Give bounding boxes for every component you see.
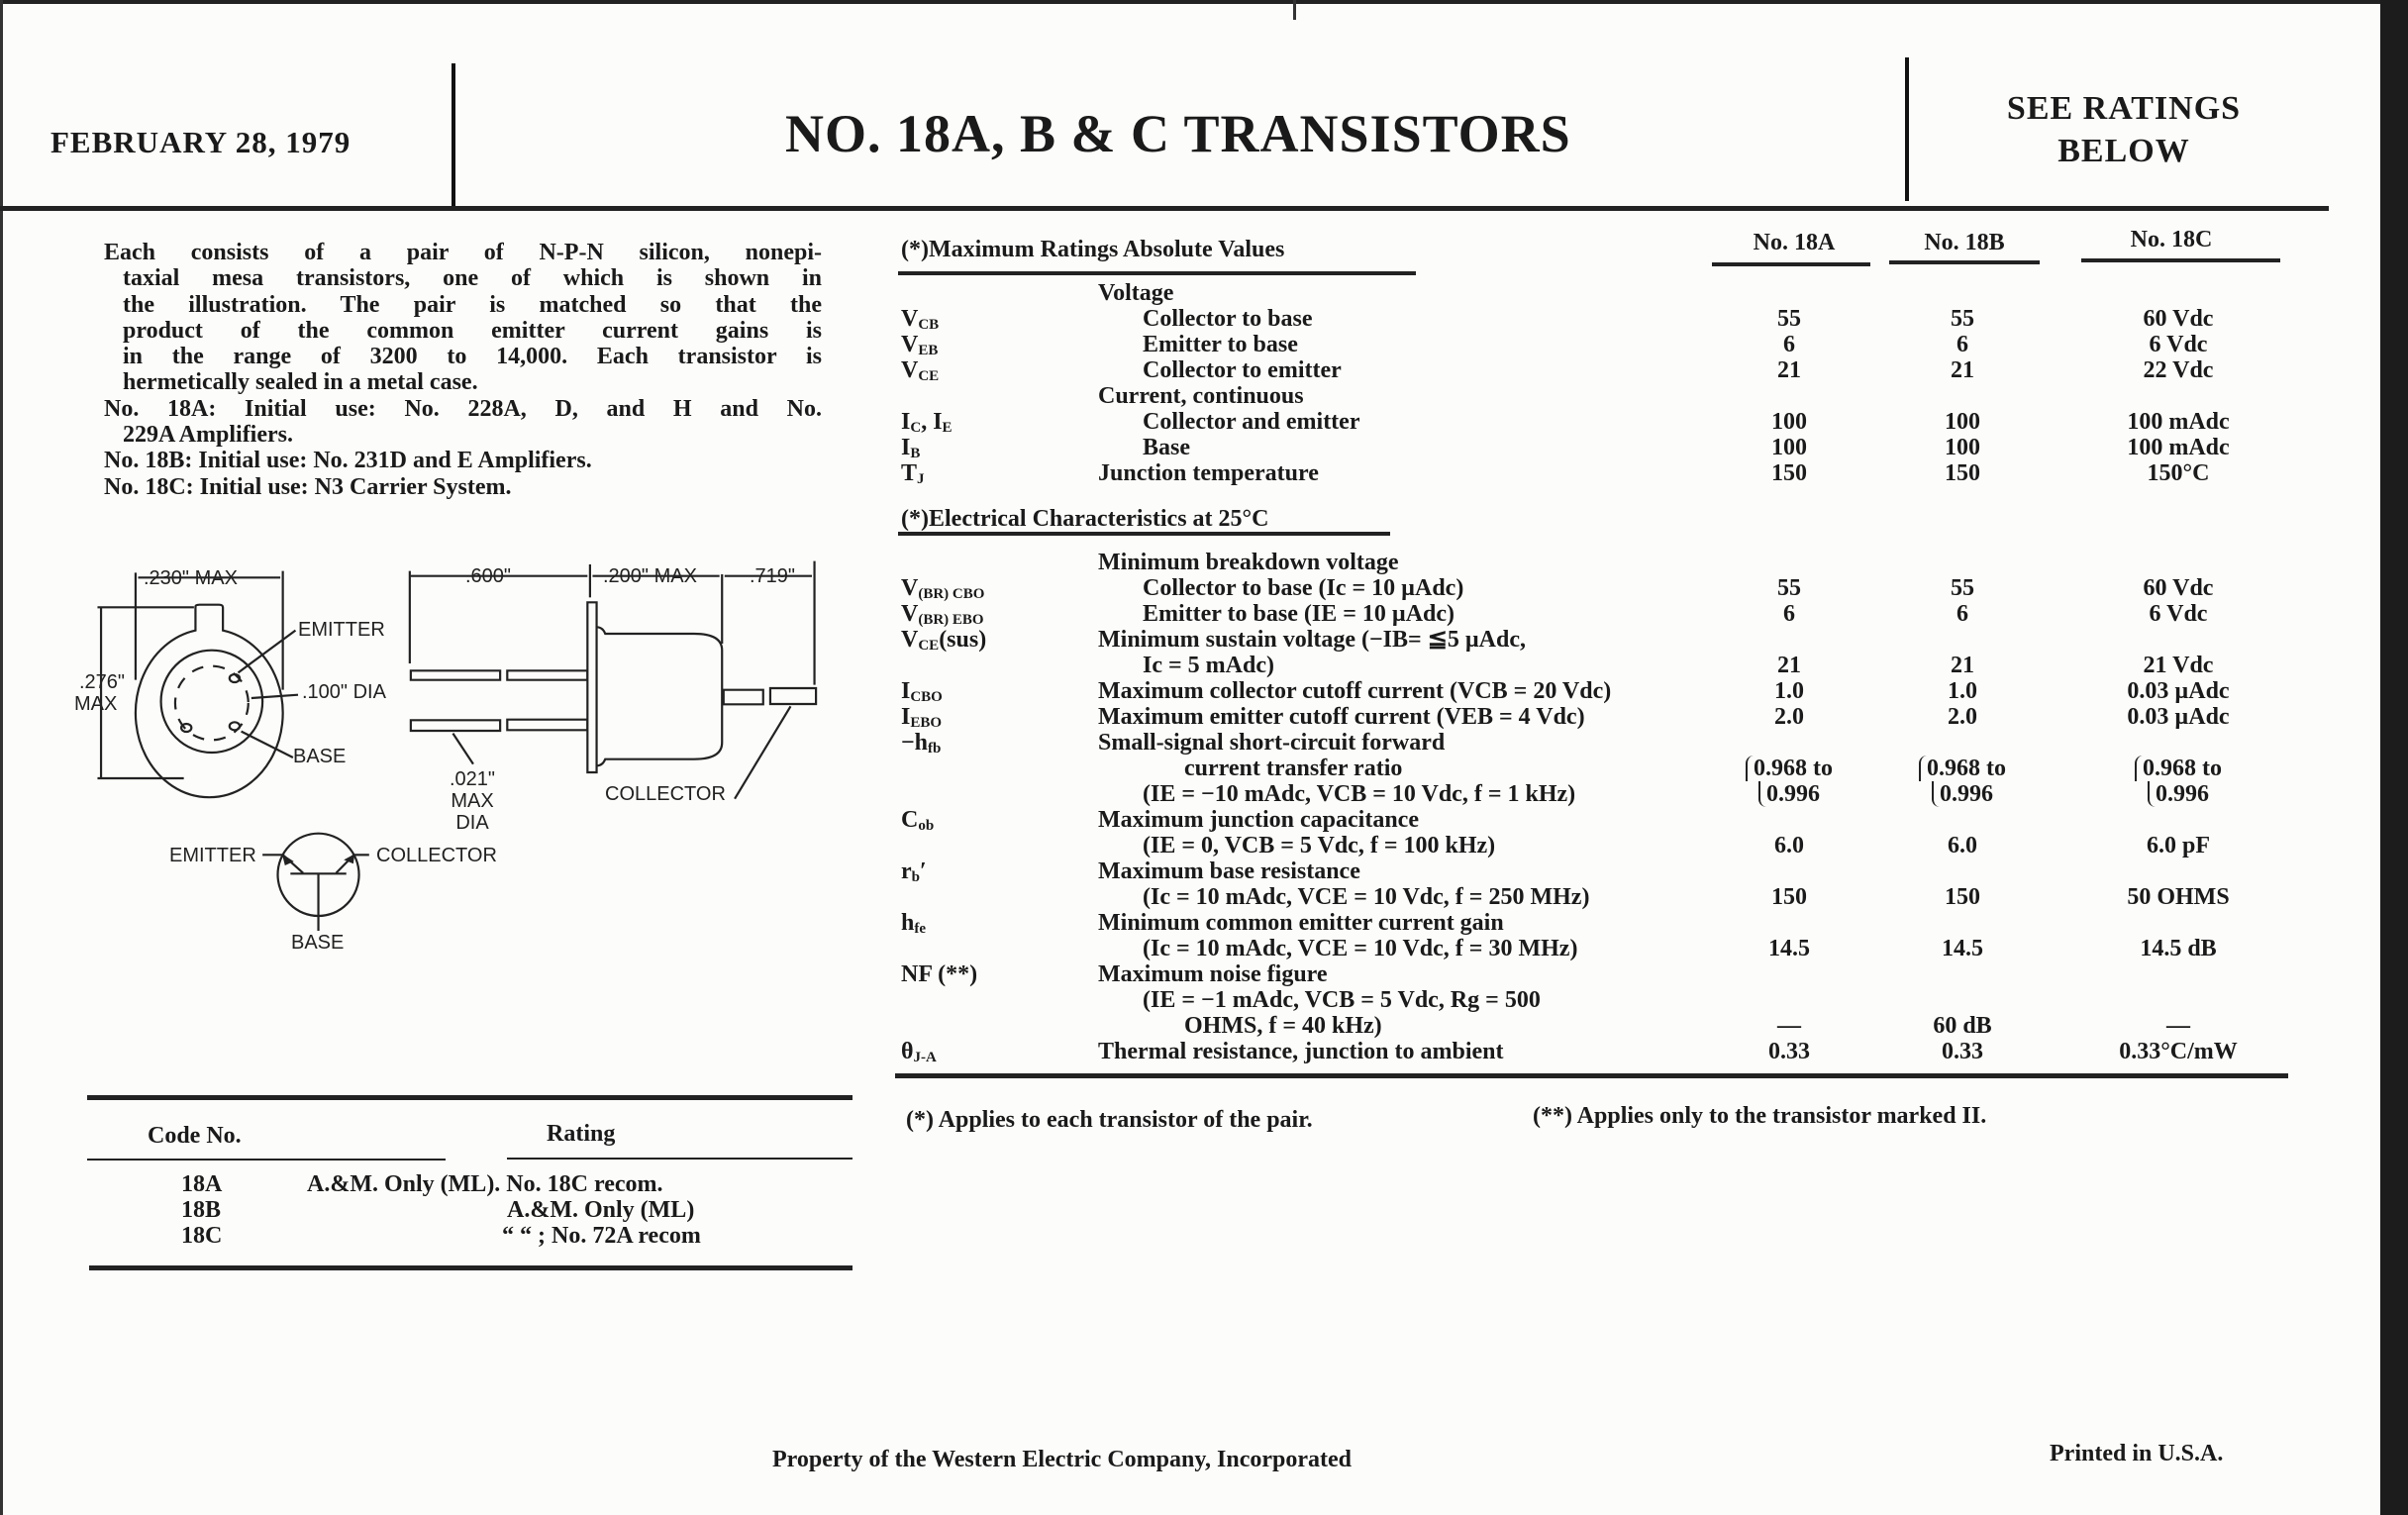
value-no18c xyxy=(2079,357,2277,383)
description-line: the illustration. The pair is matched so that the xyxy=(123,291,822,318)
value-text: 150°C xyxy=(2147,460,2210,486)
value-text: 50 OHMS xyxy=(2127,884,2230,910)
table-row xyxy=(0,910,2408,936)
value-no18a xyxy=(1710,306,1868,332)
value-no18c xyxy=(2079,1039,2277,1064)
symbol-subscript: CB xyxy=(918,317,940,333)
value-no18a xyxy=(1710,756,1868,781)
value-no18c xyxy=(2079,306,2277,332)
description-line: hermetically sealed in a metal case. xyxy=(123,369,478,396)
description-line: No. 18A: Initial use: No. 228A, D, and H and No. xyxy=(104,395,822,422)
value-no18b xyxy=(1883,460,2042,486)
value-text: 14.5 xyxy=(1942,936,1983,961)
parameter-description: Collector to emitter xyxy=(1143,357,1342,383)
value-text: 21 xyxy=(1951,653,1974,678)
code-cell: 18A xyxy=(181,1171,223,1197)
table-row xyxy=(0,807,2408,833)
symbol-subscript: (BR) CBO xyxy=(918,586,985,602)
table-row xyxy=(0,653,2408,678)
value-text: 1.0 xyxy=(1948,678,1977,704)
value-no18b xyxy=(1883,601,2042,627)
value-text: 2.0 xyxy=(1774,704,1804,730)
value-text: 6 xyxy=(1956,332,1968,357)
value-no18a xyxy=(1710,833,1868,858)
parameter-description: (Ic = 10 mAdc, VCE = 10 Vdc, f = 30 MHz) xyxy=(1143,936,1578,961)
value-text: 0.996 xyxy=(2148,781,2209,807)
value-no18a xyxy=(1710,653,1868,678)
parameter-symbol xyxy=(901,961,977,987)
rating-cell: A.&M. Only (ML) xyxy=(507,1197,695,1223)
dim-stub-length: .719" xyxy=(750,565,796,587)
value-no18b xyxy=(1883,781,2042,807)
symbol-subscript: fb xyxy=(928,741,942,757)
parameter-description: Emitter to base xyxy=(1143,332,1298,357)
value-text: 0.996 xyxy=(1758,781,1820,807)
parameter-symbol xyxy=(901,575,984,604)
value-text: 100 mAdc xyxy=(2127,435,2230,460)
table-row xyxy=(0,460,2408,486)
page-edge-mark xyxy=(1293,0,1296,20)
table-row xyxy=(0,332,2408,357)
footnote-single: (*) Applies to each transistor of the pair. xyxy=(906,1107,1313,1133)
printed-notice: Printed in U.S.A. xyxy=(2050,1441,2224,1466)
table-row xyxy=(0,550,2408,575)
parameter-symbol xyxy=(901,435,920,463)
parameter-symbol xyxy=(901,409,953,438)
parameter-symbol xyxy=(901,910,926,939)
value-text: 0.33°C/mW xyxy=(2119,1039,2238,1064)
parameter-symbol xyxy=(901,601,984,630)
parameter-symbol xyxy=(901,306,939,335)
rating-header: Rating xyxy=(547,1121,616,1147)
symbol-subscript: CBO xyxy=(910,689,943,705)
header-divider xyxy=(1905,57,1909,201)
code-header: Code No. xyxy=(148,1123,242,1149)
value-text: 6 xyxy=(1783,601,1795,627)
value-text: 14.5 dB xyxy=(2140,936,2217,961)
parameter-symbol xyxy=(901,704,942,733)
table-row xyxy=(0,409,2408,435)
value-text: 150 xyxy=(1945,884,1980,910)
symbol-text: V xyxy=(901,601,919,627)
code-table-top-rule xyxy=(87,1095,853,1100)
table-row xyxy=(0,357,2408,383)
symbol-text: I xyxy=(901,435,911,460)
parameter-description: (Ic = 10 mAdc, VCE = 10 Vdc, f = 250 MHz) xyxy=(1143,884,1590,910)
symbol-text: θ xyxy=(901,1039,914,1064)
parameter-symbol xyxy=(901,460,925,489)
value-text: 6 xyxy=(1783,332,1795,357)
value-text: 100 xyxy=(1945,435,1980,460)
table-row xyxy=(0,961,2408,987)
value-text: 55 xyxy=(1777,306,1801,332)
value-no18a xyxy=(1710,678,1868,704)
column-rule xyxy=(2081,258,2280,262)
property-notice: Property of the Western Electric Company, Incorporated xyxy=(772,1447,1353,1472)
rating-cell: “ “ ; No. 72A recom xyxy=(502,1223,701,1249)
table-row xyxy=(0,833,2408,858)
symbol-subscript: C xyxy=(910,420,922,436)
parameter-description: (IE = 0, VCB = 5 Vdc, f = 100 kHz) xyxy=(1143,833,1496,858)
value-no18a xyxy=(1710,936,1868,961)
value-no18c xyxy=(2079,756,2277,781)
symbol-text: T xyxy=(901,460,918,486)
symbol-text: V xyxy=(901,332,919,357)
value-no18b xyxy=(1883,653,2042,678)
description-line: taxial mesa transistors, one of which is shown in xyxy=(123,265,822,292)
table-row xyxy=(0,1013,2408,1039)
table-row xyxy=(0,306,2408,332)
dim-width: .230" MAX xyxy=(144,567,238,589)
table-row xyxy=(0,781,2408,807)
page-edge-top xyxy=(0,0,2408,4)
symbol-collector: COLLECTOR xyxy=(376,845,497,866)
parameter-symbol xyxy=(901,730,941,758)
dim-lead-dia-line: DIA xyxy=(455,812,489,834)
value-no18c xyxy=(2079,781,2277,807)
value-text: 21 Vdc xyxy=(2143,653,2214,678)
value-no18a xyxy=(1710,409,1868,435)
symbol-text: h xyxy=(901,910,915,936)
parameter-description: Maximum junction capacitance xyxy=(1098,807,1419,833)
value-no18b xyxy=(1883,1039,2042,1064)
symbol-subscript: CE xyxy=(918,368,940,384)
electrical-rows xyxy=(0,550,2408,1064)
symbol-text: I xyxy=(901,704,911,730)
electrical-heading: (*)Electrical Characteristics at 25°C xyxy=(901,506,1269,532)
value-text: 6 Vdc xyxy=(2149,601,2208,627)
value-text: — xyxy=(2166,1013,2190,1039)
symbol-base: BASE xyxy=(291,932,345,954)
dim-body-length: .200" MAX xyxy=(603,565,697,587)
value-text: 55 xyxy=(1951,575,1974,601)
sheet-date: FEBRUARY 28, 1979 xyxy=(50,125,351,159)
value-text: 0.33 xyxy=(1942,1039,1983,1064)
value-no18b xyxy=(1883,1013,2042,1039)
table-row xyxy=(0,704,2408,730)
symbol-text: NF (**) xyxy=(901,961,978,987)
table-row xyxy=(0,601,2408,627)
ratings-note-line: BELOW xyxy=(2057,133,2190,169)
header-divider xyxy=(452,63,455,210)
value-no18a xyxy=(1710,1039,1868,1064)
parameter-description: (IE = −1 mAdc, VCB = 5 Vdc, Rg = 500 xyxy=(1143,987,1541,1013)
value-text: 100 xyxy=(1945,409,1980,435)
parameter-description: Minimum sustain voltage (−IB= ≦5 µAdc, xyxy=(1098,627,1526,653)
table-row xyxy=(0,1039,2408,1064)
value-no18b xyxy=(1883,678,2042,704)
dim-height-max: MAX xyxy=(74,693,118,715)
symbol-subscript: fe xyxy=(914,921,927,937)
ratings-note-line: SEE RATINGS xyxy=(2006,90,2242,127)
value-no18b xyxy=(1883,332,2042,357)
value-no18a xyxy=(1710,601,1868,627)
value-no18c xyxy=(2079,884,2277,910)
symbol-text: V xyxy=(901,357,919,383)
value-no18b xyxy=(1883,936,2042,961)
table-row xyxy=(0,936,2408,961)
description-line: No. 18C: Initial use: N3 Carrier System. xyxy=(104,473,512,500)
value-text: 21 xyxy=(1777,653,1801,678)
value-no18a xyxy=(1710,1013,1868,1039)
electrical-heading-rule xyxy=(898,532,1390,536)
value-text: 0.03 µAdc xyxy=(2127,704,2230,730)
table-row xyxy=(0,575,2408,601)
symbol-subscript: CE xyxy=(918,638,940,654)
value-text: 21 xyxy=(1951,357,1974,383)
value-no18b xyxy=(1883,435,2042,460)
symbol-subscript: B xyxy=(910,446,921,461)
value-no18b xyxy=(1883,575,2042,601)
footnote-double: (**) Applies only to the transistor marked II. xyxy=(1533,1103,1987,1129)
parameter-description: current transfer ratio xyxy=(1184,756,1403,781)
symbol-text: C xyxy=(901,807,919,833)
symbol-subscript: b xyxy=(911,869,920,885)
dim-lead-dia-line: MAX xyxy=(451,790,494,812)
value-text: 150 xyxy=(1771,884,1807,910)
parameter-symbol xyxy=(901,627,986,656)
value-no18a xyxy=(1710,575,1868,601)
symbol-text: V xyxy=(901,627,919,653)
value-text: 6.0 xyxy=(1948,833,1977,858)
parameter-description: Maximum base resistance xyxy=(1098,858,1360,884)
value-no18c xyxy=(2079,653,2277,678)
column-rule xyxy=(1889,260,2040,264)
column-18a: No. 18A xyxy=(1753,230,1836,255)
symbol-text: V xyxy=(901,306,919,332)
value-text: 0.968 to xyxy=(1746,756,1833,781)
symbol-subscript: EB xyxy=(918,343,939,358)
value-text: 0.33 xyxy=(1768,1039,1810,1064)
value-no18c xyxy=(2079,409,2277,435)
value-no18b xyxy=(1883,704,2042,730)
ratings-note xyxy=(1941,87,2307,172)
value-text: 6.0 pF xyxy=(2146,833,2210,858)
value-no18a xyxy=(1710,460,1868,486)
value-text: 2.0 xyxy=(1948,704,1977,730)
parameter-symbol xyxy=(901,678,943,707)
value-text: 0.968 to xyxy=(2135,756,2222,781)
value-no18b xyxy=(1883,756,2042,781)
column-18b: No. 18B xyxy=(1924,230,2005,255)
value-text: 55 xyxy=(1777,575,1801,601)
parameter-description: Current, continuous xyxy=(1098,383,1304,409)
label-collector: COLLECTOR xyxy=(605,783,726,805)
symbol-subscript: ob xyxy=(918,818,935,834)
value-text: 100 mAdc xyxy=(2127,409,2230,435)
value-text: 100 xyxy=(1771,409,1807,435)
parameter-symbol xyxy=(901,1039,937,1067)
table-row xyxy=(0,627,2408,653)
column-rule xyxy=(1712,262,1870,266)
value-no18c xyxy=(2079,1013,2277,1039)
value-text: — xyxy=(1777,1013,1801,1039)
table-row xyxy=(0,730,2408,756)
value-text: 14.5 xyxy=(1768,936,1810,961)
value-no18a xyxy=(1710,884,1868,910)
value-no18a xyxy=(1710,357,1868,383)
value-text: 1.0 xyxy=(1774,678,1804,704)
rating-header-rule xyxy=(507,1158,853,1160)
value-text: 0.996 xyxy=(1932,781,1993,807)
table-row xyxy=(0,280,2408,306)
value-text: 0.968 to xyxy=(1919,756,2006,781)
symbol-subscript: (BR) EBO xyxy=(918,612,984,628)
ratings-heading-rule xyxy=(898,271,1416,275)
ratings-heading: (*)Maximum Ratings Absolute Values xyxy=(901,237,1285,262)
value-no18c xyxy=(2079,833,2277,858)
table-row xyxy=(0,756,2408,781)
value-no18b xyxy=(1883,833,2042,858)
parameter-description: Emitter to base (IE = 10 µAdc) xyxy=(1143,601,1455,627)
symbol-text: I xyxy=(901,678,911,704)
symbol-subscript: E xyxy=(942,420,953,436)
header-rule xyxy=(0,206,2329,211)
code-cell: 18C xyxy=(181,1223,223,1249)
value-no18a xyxy=(1710,781,1868,807)
value-text: 60 Vdc xyxy=(2143,575,2214,601)
value-text: 22 Vdc xyxy=(2143,357,2214,383)
parameter-description: Maximum collector cutoff current (VCB = 20 Vdc) xyxy=(1098,678,1612,704)
symbol-text: V xyxy=(901,575,919,601)
dim-height: .276" xyxy=(79,671,126,693)
code-cell: 18B xyxy=(181,1197,222,1223)
sheet-title: NO. 18A, B & C TRANSISTORS xyxy=(785,104,1571,163)
label-emitter: EMITTER xyxy=(298,619,385,641)
column-18c: No. 18C xyxy=(2130,227,2213,252)
parameter-symbol xyxy=(901,858,927,887)
value-text: 6 xyxy=(1956,601,1968,627)
value-no18a xyxy=(1710,435,1868,460)
description-line: in the range of 3200 to 14,000. Each transistor is xyxy=(123,344,822,370)
symbol-subscript: J xyxy=(917,471,925,487)
table-bottom-rule xyxy=(895,1073,2288,1078)
parameter-description: Maximum noise figure xyxy=(1098,961,1328,987)
value-no18c xyxy=(2079,435,2277,460)
value-no18c xyxy=(2079,332,2277,357)
code-table-bottom-rule xyxy=(89,1265,853,1270)
value-text: 55 xyxy=(1951,306,1974,332)
label-pin-circle: .100" DIA xyxy=(302,681,386,703)
value-no18b xyxy=(1883,884,2042,910)
label-base: BASE xyxy=(293,746,347,767)
table-row xyxy=(0,858,2408,884)
value-no18c xyxy=(2079,704,2277,730)
description-line: product of the common emitter current gains is xyxy=(123,317,822,344)
table-row xyxy=(0,987,2408,1013)
parameter-description: (IE = −10 mAdc, VCB = 10 Vdc, f = 1 kHz) xyxy=(1143,781,1576,807)
value-no18a xyxy=(1710,704,1868,730)
value-no18b xyxy=(1883,306,2042,332)
value-no18c xyxy=(2079,601,2277,627)
description-line: Each consists of a pair of N-P-N silicon, nonepi- xyxy=(104,240,822,265)
value-text: 150 xyxy=(1945,460,1980,486)
parameter-symbol xyxy=(901,807,934,836)
description-line: No. 18B: Initial use: No. 231D and E Amplifiers. xyxy=(104,448,592,474)
value-text: 21 xyxy=(1777,357,1801,383)
table-row xyxy=(0,383,2408,409)
rating-cell: A.&M. Only (ML). No. 18C recom. xyxy=(307,1171,663,1197)
value-no18c xyxy=(2079,678,2277,704)
value-text: 60 dB xyxy=(1933,1013,1992,1039)
value-text: 150 xyxy=(1771,460,1807,486)
symbol-text: ′ xyxy=(920,858,927,884)
value-text: 100 xyxy=(1771,435,1807,460)
parameter-description: Minimum common emitter current gain xyxy=(1098,910,1504,936)
value-text: 60 Vdc xyxy=(2143,306,2214,332)
value-no18b xyxy=(1883,357,2042,383)
parameter-symbol xyxy=(901,357,939,386)
table-row xyxy=(0,435,2408,460)
value-no18c xyxy=(2079,575,2277,601)
code-header-rule xyxy=(87,1159,446,1161)
parameter-description: Collector to base xyxy=(1143,306,1313,332)
parameter-description: Minimum breakdown voltage xyxy=(1098,550,1399,575)
parameter-description: Voltage xyxy=(1098,280,1174,306)
dim-lead-dia-line: .021" xyxy=(449,768,496,790)
parameter-description: Collector to base (Ic = 10 µAdc) xyxy=(1143,575,1464,601)
value-no18c xyxy=(2079,936,2277,961)
value-no18a xyxy=(1710,332,1868,357)
symbol-text: I xyxy=(901,409,911,435)
parameter-description: Thermal resistance, junction to ambient xyxy=(1098,1039,1504,1064)
symbol-text: (sus) xyxy=(939,627,987,653)
symbol-text: , I xyxy=(921,409,943,435)
parameter-description: OHMS, f = 40 kHz) xyxy=(1184,1013,1382,1039)
symbol-emitter: EMITTER xyxy=(169,845,256,866)
table-row xyxy=(0,678,2408,704)
value-text: 6 Vdc xyxy=(2149,332,2208,357)
parameter-description: Small-signal short-circuit forward xyxy=(1098,730,1446,756)
parameter-description: Collector and emitter xyxy=(1143,409,1360,435)
parameter-description: Base xyxy=(1143,435,1190,460)
ratings-rows xyxy=(0,280,2408,486)
parameter-symbol xyxy=(901,332,938,360)
value-no18b xyxy=(1883,409,2042,435)
symbol-text: −h xyxy=(901,730,929,756)
value-text: 0.03 µAdc xyxy=(2127,678,2230,704)
value-no18c xyxy=(2079,460,2277,486)
symbol-subscript: EBO xyxy=(910,715,943,731)
symbol-subscript: J-A xyxy=(913,1050,937,1065)
parameter-description: Maximum emitter cutoff current (VEB = 4 Vdc) xyxy=(1098,704,1585,730)
symbol-text: r xyxy=(901,858,912,884)
parameter-description: Ic = 5 mAdc) xyxy=(1143,653,1274,678)
dim-lead-length: .600" xyxy=(465,565,512,587)
table-row xyxy=(0,884,2408,910)
description-line: 229A Amplifiers. xyxy=(123,422,293,449)
parameter-description: Junction temperature xyxy=(1098,460,1319,486)
value-text: 6.0 xyxy=(1774,833,1804,858)
